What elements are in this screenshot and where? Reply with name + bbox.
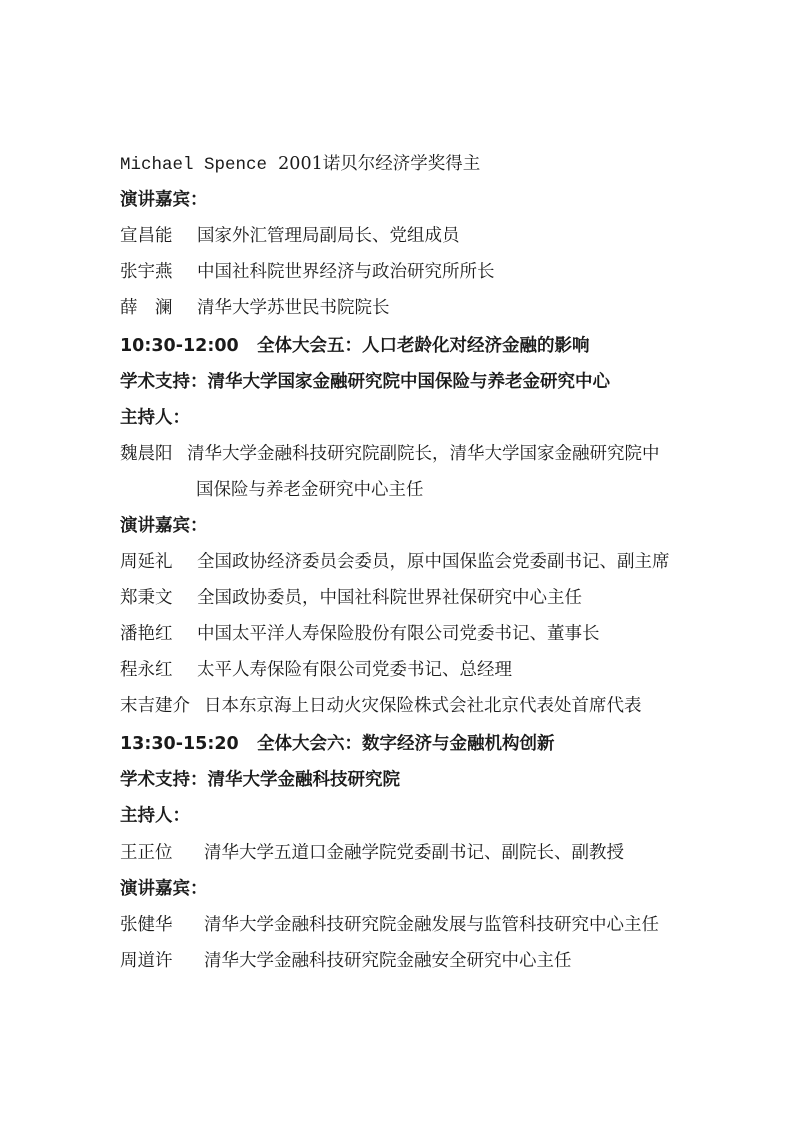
speaker-name: 宣昌能	[120, 226, 173, 246]
session6-time: 13:30-15:20	[120, 734, 239, 754]
speaker-name: 张健华	[120, 915, 173, 935]
speaker-title: 日本东京海上日动火灾保险株式会社北京代表处首席代表	[204, 696, 642, 716]
speaker-name: 程永红	[120, 660, 173, 680]
host-title: 清华大学金融科技研究院副院长，清华大学国家金融研究院中	[187, 444, 660, 464]
speaker-row	[120, 949, 703, 973]
session5-host-row	[120, 442, 703, 466]
speaker-title: 清华大学苏世民书院院长	[197, 298, 390, 318]
speaker-title: 清华大学金融科技研究院金融安全研究中心主任	[204, 951, 572, 971]
speaker-row	[120, 296, 703, 320]
host-title: 清华大学五道口金融学院党委副书记、副院长、副教授	[204, 843, 624, 863]
host-name: 魏晨阳	[120, 444, 173, 464]
speaker-row	[120, 586, 703, 610]
speaker-row	[120, 622, 703, 646]
session5-support: 学术支持：清华大学国家金融研究院中国保险与养老金研究中心	[120, 372, 610, 392]
speaker-name: 周延礼	[120, 552, 173, 572]
session5-speakers-heading: 演讲嘉宾：	[120, 516, 208, 536]
speaker-row	[120, 260, 703, 284]
intro-name: Michael Spence	[120, 155, 268, 175]
session6-speakers-heading: 演讲嘉宾：	[120, 879, 208, 899]
session5-header	[120, 334, 703, 358]
speaker-row	[120, 694, 703, 718]
session5-host-heading: 主持人：	[120, 408, 190, 428]
speaker-name: 郑秉文	[120, 588, 173, 608]
session5-time: 10:30-12:00	[120, 336, 239, 356]
intro-line	[120, 152, 703, 177]
speaker-title: 全国政协经济委员会委员，原中国保监会党委副书记、副主席	[197, 552, 670, 572]
session6-host-heading: 主持人：	[120, 806, 190, 826]
speaker-title: 太平人寿保险有限公司党委书记、总经理	[197, 660, 512, 680]
speaker-row	[120, 913, 703, 937]
speaker-row	[120, 658, 703, 682]
speaker-row	[120, 224, 703, 248]
intro-desc: 2001诺贝尔经济学奖得主	[278, 154, 481, 174]
session6-header	[120, 732, 703, 756]
session6-support: 学术支持：清华大学金融科技研究院	[120, 770, 400, 790]
session5-title: 全体大会五：人口老龄化对经济金融的影响	[256, 336, 590, 356]
speaker-name: 潘艳红	[120, 624, 173, 644]
speaker-name: 张宇燕	[120, 262, 173, 282]
speaker-title: 清华大学金融科技研究院金融发展与监管科技研究中心主任	[204, 915, 659, 935]
speakers-heading: 演讲嘉宾：	[120, 190, 208, 210]
speaker-name: 周道许	[120, 951, 173, 971]
speaker-title: 中国社科院世界经济与政治研究所所长	[197, 262, 495, 282]
speaker-row	[120, 550, 703, 574]
speaker-name: 薛 澜	[120, 298, 173, 318]
session6-host-row	[120, 841, 703, 865]
speaker-title: 全国政协委员，中国社科院世界社保研究中心主任	[197, 588, 582, 608]
host-name: 王正位	[120, 843, 173, 863]
speaker-name: 末吉建介	[120, 696, 190, 716]
session5-host-title-cont: 国保险与养老金研究中心主任	[196, 480, 424, 500]
speaker-title: 国家外汇管理局副局长、党组成员	[197, 226, 460, 246]
session6-title: 全体大会六：数字经济与金融机构创新	[256, 734, 555, 754]
speaker-title: 中国太平洋人寿保险股份有限公司党委书记、董事长	[197, 624, 600, 644]
